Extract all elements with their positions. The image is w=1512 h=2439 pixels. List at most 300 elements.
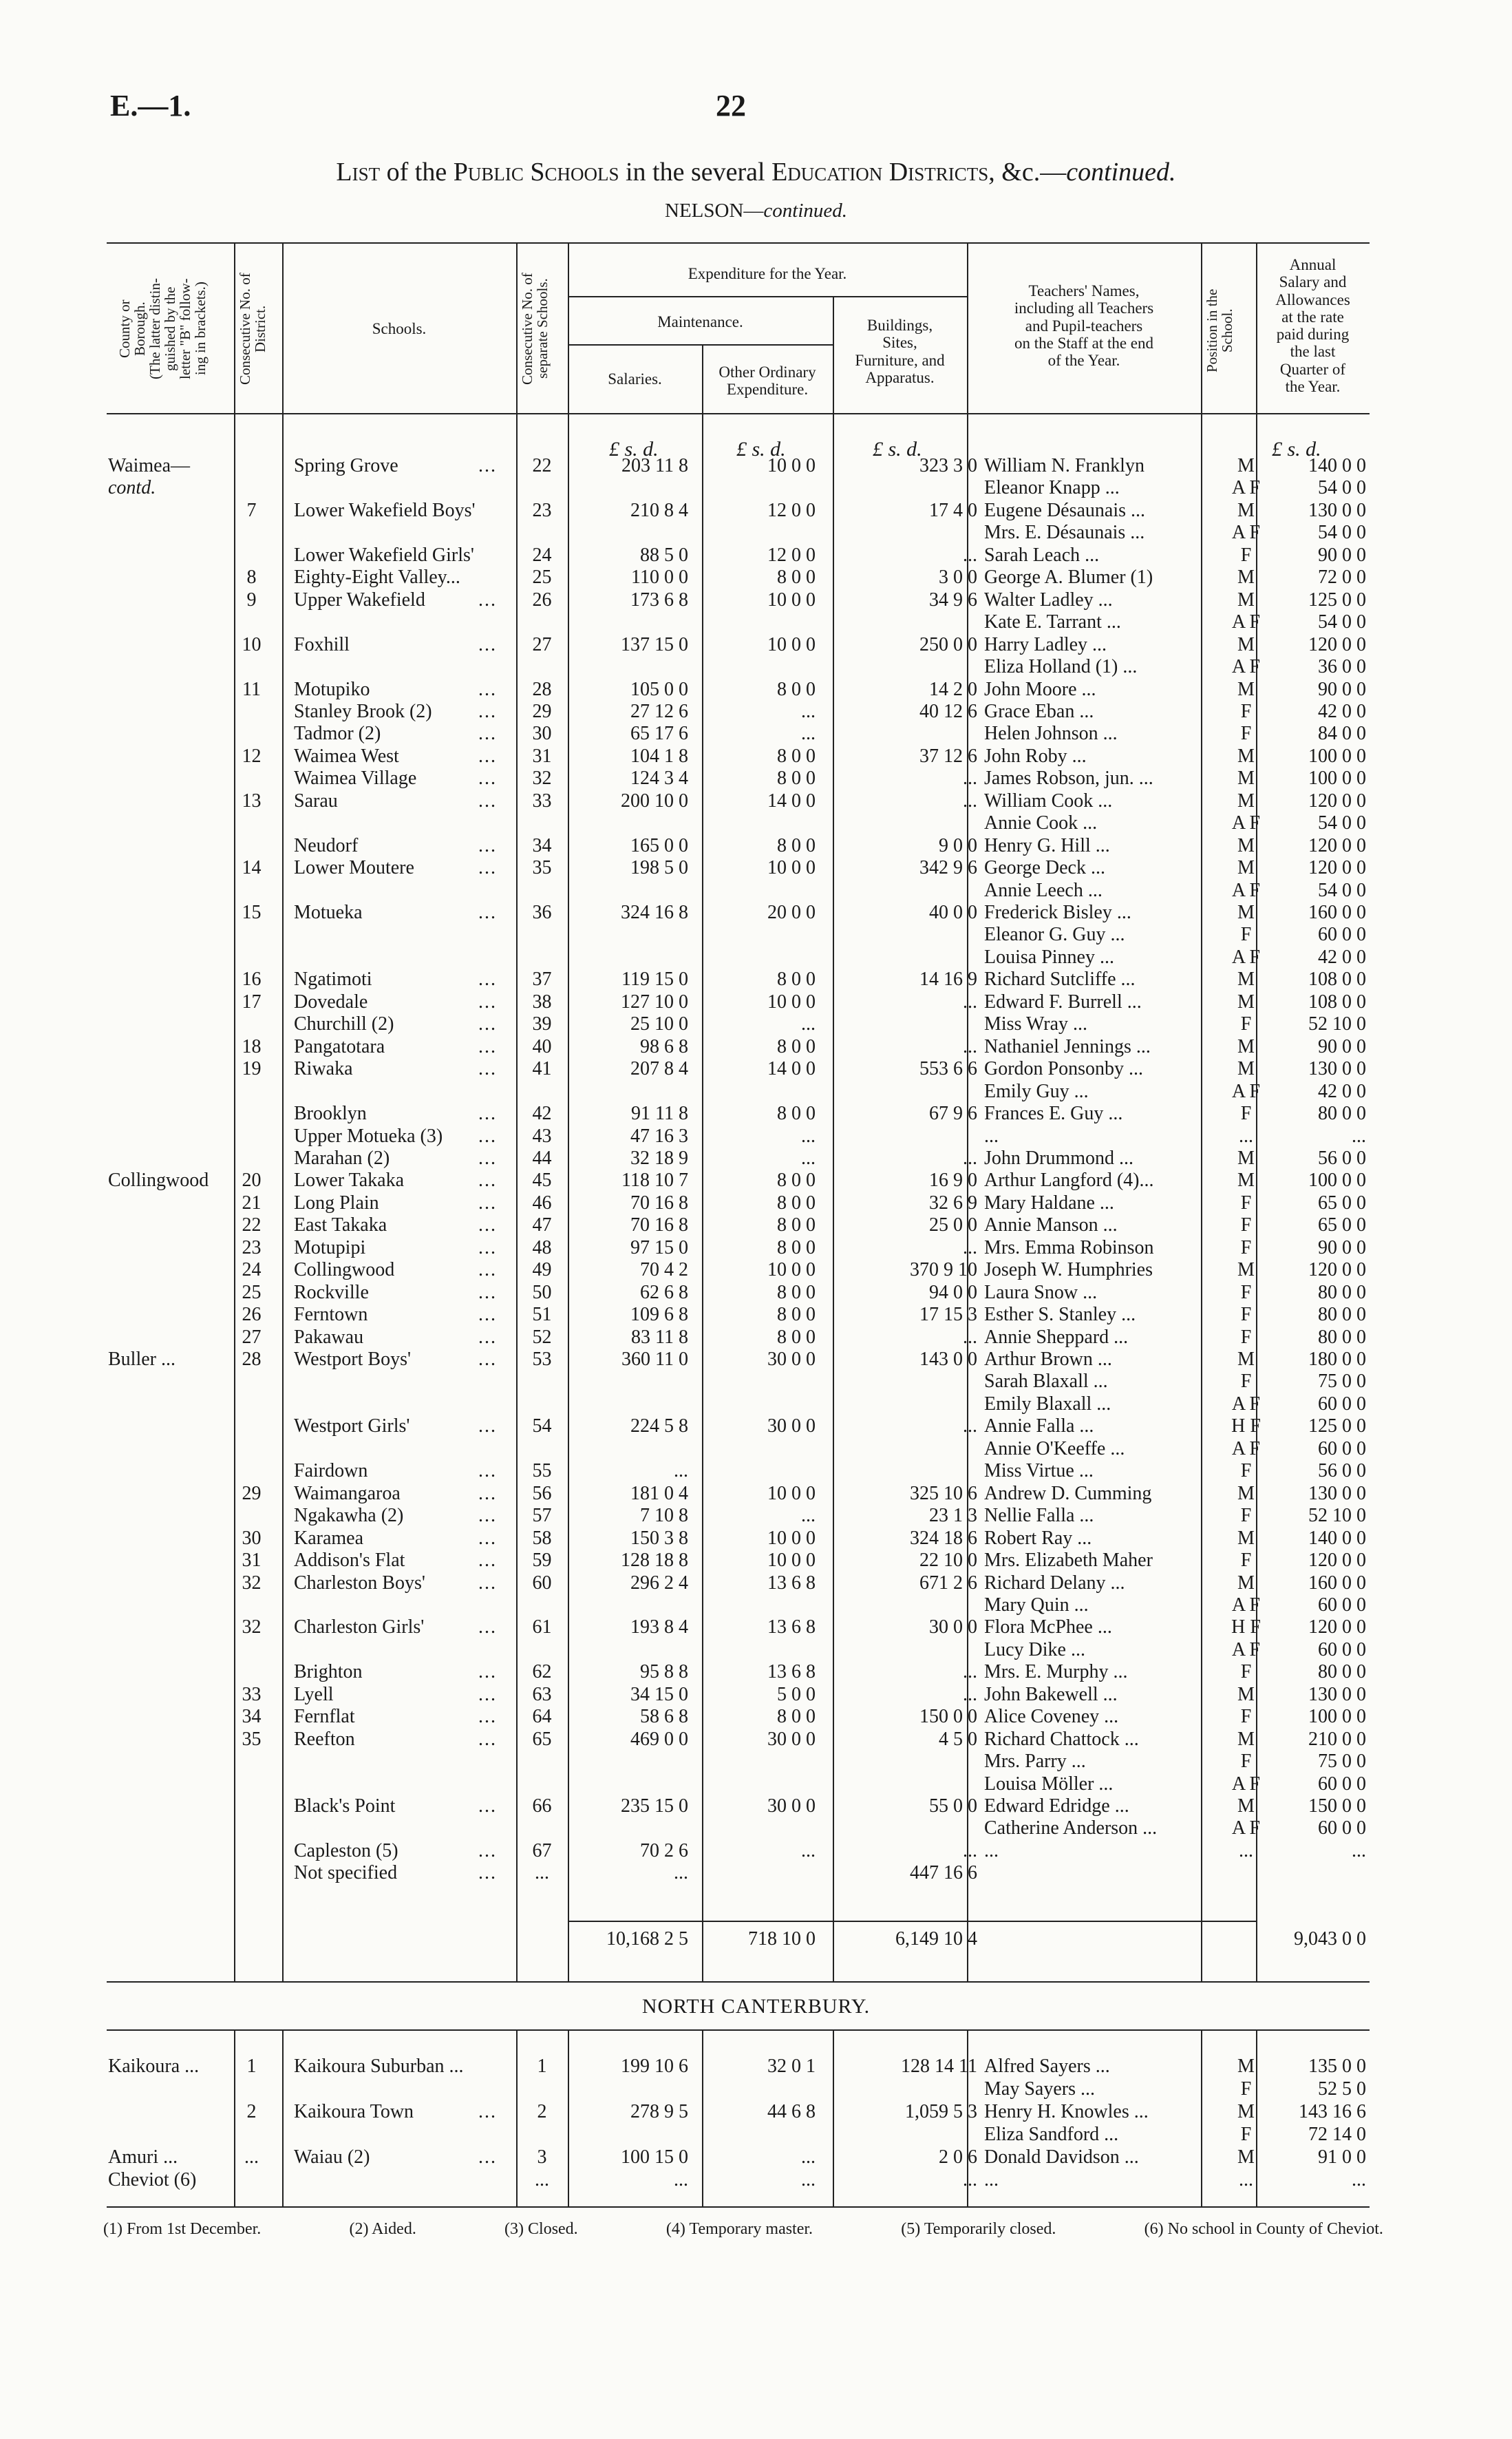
school-name-cell: Foxhill [294, 633, 350, 655]
other-expenditure-cell: ... [801, 1839, 816, 1861]
table-row [107, 1861, 1370, 1884]
school-name-cell: Churchill (2) [294, 1013, 394, 1035]
annual-salary-cell: 36 0 0 [1318, 656, 1366, 678]
school-number-cell: ... [535, 2169, 549, 2190]
teacher-name-cell: Sarah Blaxall ... [984, 1371, 1108, 1393]
school-name-cell: Charleston Boys' [294, 1572, 425, 1594]
school-name-cell: Waimea West [294, 745, 399, 767]
leader-dots: ... [478, 723, 497, 745]
district-number-cell: 24 [242, 1259, 262, 1281]
position-cell: F [1240, 723, 1252, 745]
annual-salary-cell: ... [1352, 2169, 1366, 2190]
leader-dots: ... [478, 1192, 497, 1214]
teacher-name-cell: John Bakewell ... [984, 1683, 1118, 1705]
annual-salary-cell: 130 0 0 [1308, 1058, 1366, 1080]
other-expenditure-cell: ... [801, 723, 816, 745]
salaries-cell: 235 15 0 [621, 1795, 688, 1817]
other-expenditure-cell: 8 0 0 [777, 1035, 816, 1057]
annual-salary-cell: 210 0 0 [1308, 1728, 1366, 1750]
salaries-cell: 203 11 8 [621, 455, 688, 476]
leader-dots: ... [478, 1349, 497, 1370]
position-cell: M [1237, 633, 1255, 655]
buildings-cell: 16 9 0 [929, 1170, 977, 1192]
school-number-cell: 38 [532, 991, 552, 1013]
salaries-cell: 128 18 8 [621, 1550, 688, 1572]
buildings-cell: 553 6 6 [919, 1058, 977, 1080]
school-number-cell: 46 [532, 1192, 552, 1214]
district-number-cell: 27 [242, 1326, 262, 1348]
district-number-cell: 22 [242, 1214, 262, 1236]
buildings-cell: ... [963, 2169, 977, 2190]
salaries-cell: 58 6 8 [640, 1706, 688, 1728]
position-cell: M [1237, 1527, 1255, 1549]
total-other: 718 10 0 [748, 1928, 816, 1950]
salaries-cell: 105 0 0 [630, 678, 688, 700]
school-number-cell: 23 [532, 499, 552, 521]
table-row [107, 700, 1370, 723]
position-cell: F [1240, 1214, 1252, 1236]
salaries-cell: 88 5 0 [640, 544, 688, 566]
teacher-name-cell: Joseph W. Humphries [984, 1259, 1153, 1281]
other-expenditure-cell: 14 0 0 [767, 1058, 816, 1080]
position-cell: M [1237, 1147, 1255, 1169]
table-row [107, 1594, 1370, 1616]
district-number-cell: 35 [242, 1728, 262, 1750]
annual-salary-cell: 80 0 0 [1318, 1661, 1366, 1683]
footnote: (4) Temporary master. [666, 2220, 813, 2238]
district-number-cell: 25 [242, 1281, 262, 1303]
school-number-cell: 35 [532, 857, 552, 879]
annual-salary-cell: 160 0 0 [1308, 902, 1366, 923]
salaries-cell: 296 2 4 [630, 1572, 688, 1594]
annual-salary-cell: 72 0 0 [1318, 567, 1366, 589]
position-cell: A F [1231, 522, 1261, 544]
salaries-cell: 198 5 0 [630, 857, 688, 879]
other-expenditure-cell: 8 0 0 [777, 1706, 816, 1728]
teacher-name-cell: Esther S. Stanley ... [984, 1304, 1136, 1326]
leader-dots: ... [478, 2146, 497, 2168]
buildings-cell: 342 9 6 [919, 857, 977, 879]
other-expenditure-cell: 8 0 0 [777, 1170, 816, 1192]
table-row [107, 1348, 1370, 1371]
annual-salary-cell: 54 0 0 [1318, 812, 1366, 834]
annual-salary-cell: 65 0 0 [1318, 1214, 1366, 1236]
leader-dots: ... [478, 1839, 497, 1861]
school-name-cell: Stanley Brook (2) [294, 700, 432, 722]
position-cell: A F [1231, 946, 1261, 968]
leader-dots: ... [478, 1214, 497, 1236]
table-row [107, 1169, 1370, 1192]
teacher-name-cell: Eliza Holland (1) ... [984, 656, 1138, 678]
buildings-cell: 14 2 0 [929, 678, 977, 700]
leader-dots: ... [478, 1013, 497, 1035]
teacher-name-cell: Sarah Leach ... [984, 544, 1100, 566]
other-expenditure-cell: 30 0 0 [767, 1349, 816, 1370]
other-expenditure-cell: 8 0 0 [777, 1326, 816, 1348]
buildings-cell: ... [963, 790, 977, 812]
section-title-north-canterbury: NORTH CANTERBURY. [641, 1995, 871, 2018]
teacher-name-cell: John Roby ... [984, 745, 1087, 767]
school-number-cell: 40 [532, 1035, 552, 1057]
buildings-cell: 23 1 3 [929, 1505, 977, 1527]
teacher-name-cell: Mrs. E. Désaunais ... [984, 522, 1145, 544]
position-cell: ... [1239, 1125, 1253, 1147]
position-cell: M [1237, 678, 1255, 700]
other-expenditure-cell: 8 0 0 [777, 834, 816, 856]
header-other: Other Ordinary Expenditure. [718, 363, 816, 399]
position-cell: M [1237, 589, 1255, 611]
school-number-cell: 27 [532, 633, 552, 655]
other-expenditure-cell: ... [801, 1505, 816, 1527]
teacher-name-cell: Arthur Langford (4)... [984, 1170, 1154, 1192]
salaries-cell: 199 10 6 [621, 2056, 688, 2077]
school-number-cell: 1 [537, 2056, 547, 2077]
table-row [107, 566, 1370, 589]
salaries-cell: 137 15 0 [621, 633, 688, 655]
school-number-cell: ... [535, 1862, 549, 1884]
table-row [107, 1258, 1370, 1281]
teacher-name-cell: Lucy Dike ... [984, 1638, 1085, 1660]
school-name-cell: Fairdown [294, 1460, 368, 1482]
leader-dots: ... [478, 700, 497, 722]
teacher-name-cell: Frederick Bisley ... [984, 902, 1131, 923]
school-name-cell: Upper Wakefield [294, 589, 425, 611]
school-number-cell: 28 [532, 678, 552, 700]
county-cell: Collingwood [108, 1170, 209, 1192]
school-name-cell: Waimangaroa [294, 1482, 401, 1504]
position-cell: ... [1239, 1839, 1253, 1861]
table-row [107, 544, 1370, 567]
teacher-name-cell: Annie O'Keeffe ... [984, 1437, 1125, 1459]
other-expenditure-cell: 10 0 0 [767, 991, 816, 1013]
position-cell: A F [1231, 1817, 1261, 1839]
table-row [107, 1839, 1370, 1862]
position-cell: M [1237, 1683, 1255, 1705]
teacher-name-cell: ... [984, 2169, 999, 2190]
teacher-name-cell: Annie Falla ... [984, 1415, 1094, 1437]
table-row [107, 1728, 1370, 1751]
salaries-cell: 165 0 0 [630, 834, 688, 856]
expenditure-rule [568, 296, 967, 297]
salaries-cell: 97 15 0 [630, 1236, 688, 1258]
position-cell: F [1240, 1304, 1252, 1326]
other-expenditure-cell: 8 0 0 [777, 1214, 816, 1236]
annual-salary-cell: 52 10 0 [1308, 1505, 1366, 1527]
other-expenditure-cell: 10 0 0 [767, 857, 816, 879]
leader-dots: ... [478, 1281, 497, 1303]
teacher-name-cell: Grace Eban ... [984, 700, 1094, 722]
school-name-cell: Capleston (5) [294, 1839, 398, 1861]
school-number-cell: 53 [532, 1349, 552, 1370]
buildings-cell: 143 0 0 [919, 1349, 977, 1370]
header-salaries: Salaries. [608, 370, 662, 388]
other-expenditure-cell: 8 0 0 [777, 567, 816, 589]
annual-salary-cell: 80 0 0 [1318, 1281, 1366, 1303]
teacher-name-cell: Helen Johnson ... [984, 723, 1118, 745]
school-number-cell: 3 [537, 2146, 547, 2168]
header-separate: Consecutive No. of separate Schools. [519, 273, 551, 385]
annual-salary-cell: 130 0 0 [1308, 1482, 1366, 1504]
position-cell: F [1240, 924, 1252, 946]
leader-dots: ... [478, 1326, 497, 1348]
teacher-name-cell: Henry G. Hill ... [984, 834, 1110, 856]
leader-dots: ... [478, 1683, 497, 1705]
table-bottom-rule [107, 1981, 1370, 1983]
position-cell: M [1237, 1259, 1255, 1281]
other-expenditure-cell: 10 0 0 [767, 1482, 816, 1504]
salaries-cell: 95 8 8 [640, 1661, 688, 1683]
school-number-cell: 45 [532, 1170, 552, 1192]
teacher-name-cell: Alfred Sayers ... [984, 2056, 1110, 2077]
other-expenditure-cell: 14 0 0 [767, 790, 816, 812]
position-cell: A F [1231, 1638, 1261, 1660]
leader-dots: ... [478, 1259, 497, 1281]
salaries-cell: 65 17 6 [630, 723, 688, 745]
buildings-cell: 250 0 0 [919, 633, 977, 655]
annual-salary-cell: 90 0 0 [1318, 1035, 1366, 1057]
table-row [107, 2123, 1370, 2146]
leader-dots: ... [478, 633, 497, 655]
teacher-name-cell: Gordon Ponsonby ... [984, 1058, 1144, 1080]
table-row [107, 1437, 1370, 1460]
table-row [107, 454, 1370, 477]
leader-dots: ... [478, 1572, 497, 1594]
leader-dots: ... [478, 790, 497, 812]
annual-salary-cell: 90 0 0 [1318, 544, 1366, 566]
header-maintenance: Maintenance. [657, 313, 743, 330]
header-buildings: Buildings, Sites, Furniture, and Apparatus. [855, 317, 945, 386]
buildings-cell: 2 0 6 [939, 2146, 977, 2168]
footnote: (1) From 1st December. [103, 2220, 262, 2238]
position-cell: M [1237, 455, 1255, 476]
annual-salary-cell: ... [1352, 1839, 1366, 1861]
district-number-cell: 1 [246, 2056, 257, 2077]
school-number-cell: 42 [532, 1103, 552, 1125]
position-cell: F [1240, 1371, 1252, 1393]
table-row [107, 879, 1370, 902]
teacher-name-cell: Catherine Anderson ... [984, 1817, 1158, 1839]
annual-salary-cell: 42 0 0 [1318, 946, 1366, 968]
table-row [107, 1080, 1370, 1103]
position-cell: F [1240, 1460, 1252, 1482]
table-row [107, 923, 1370, 946]
buildings-cell: 55 0 0 [929, 1795, 977, 1817]
district-number-cell: 32 [242, 1572, 262, 1594]
table-row [107, 1281, 1370, 1304]
county-cell: Waimea— [108, 455, 191, 476]
table-row [107, 1638, 1370, 1661]
school-number-cell: 31 [532, 745, 552, 767]
salaries-cell: 127 10 0 [621, 991, 688, 1013]
school-name-cell: Collingwood [294, 1259, 395, 1281]
salaries-cell: 83 11 8 [631, 1326, 688, 1348]
table-row [107, 1415, 1370, 1437]
leader-dots: ... [478, 2101, 497, 2122]
teacher-name-cell: George Deck ... [984, 857, 1105, 879]
school-name-cell: Ngatimoti [294, 969, 372, 991]
footnote: (2) Aided. [349, 2220, 416, 2238]
school-number-cell: 62 [532, 1661, 552, 1683]
position-cell: F [1240, 1661, 1252, 1683]
teacher-name-cell: Richard Sutcliffe ... [984, 969, 1136, 991]
table-row [107, 1705, 1370, 1728]
buildings-cell: 25 0 0 [929, 1214, 977, 1236]
district-number-cell: 14 [242, 857, 262, 879]
total-salaries: 10,168 2 5 [606, 1928, 688, 1950]
position-cell: A F [1231, 812, 1261, 834]
school-name-cell: Black's Point [294, 1795, 396, 1817]
school-number-cell: 2 [537, 2101, 547, 2122]
annual-salary-cell: 143 16 6 [1299, 2101, 1366, 2122]
school-name-cell: Marahan (2) [294, 1147, 390, 1169]
position-cell: F [1240, 1192, 1252, 1214]
header-schools: Schools. [372, 320, 427, 337]
salaries-cell: 207 8 4 [630, 1058, 688, 1080]
salaries-cell: 70 16 8 [630, 1192, 688, 1214]
position-cell: F [1240, 1550, 1252, 1572]
buildings-cell: ... [963, 544, 977, 566]
other-expenditure-cell: ... [801, 1147, 816, 1169]
school-name-cell: Dovedale [294, 991, 368, 1013]
district-number-cell: 29 [242, 1482, 262, 1504]
teacher-name-cell: Mary Quin ... [984, 1594, 1089, 1616]
leader-dots: ... [478, 1103, 497, 1125]
other-expenditure-cell: 8 0 0 [777, 1103, 816, 1125]
other-expenditure-cell: 10 0 0 [767, 1550, 816, 1572]
footnote: (3) Closed. [504, 2220, 578, 2238]
header-county: County or Borough. (The latter distin- guished by the letter "B" follow- ing in brackets.) [116, 278, 209, 379]
district-number-cell: 11 [242, 678, 261, 700]
table-row [107, 1370, 1370, 1393]
teacher-name-cell: Flora McPhee ... [984, 1616, 1112, 1638]
teacher-name-cell: Emily Blaxall ... [984, 1393, 1111, 1415]
annual-salary-cell: 108 0 0 [1308, 969, 1366, 991]
leader-dots: ... [478, 678, 497, 700]
school-number-cell: 39 [532, 1013, 552, 1035]
annual-salary-cell: 80 0 0 [1318, 1304, 1366, 1326]
teacher-name-cell: John Moore ... [984, 678, 1096, 700]
position-cell: M [1237, 969, 1255, 991]
salaries-cell: 324 16 8 [621, 902, 688, 923]
buildings-cell: ... [963, 768, 977, 790]
salaries-cell: 278 9 5 [630, 2101, 688, 2122]
leader-dots: ... [478, 991, 497, 1013]
teacher-name-cell: Annie Sheppard ... [984, 1326, 1129, 1348]
unit-other: £ s. d. [736, 438, 786, 461]
school-number-cell: 30 [532, 723, 552, 745]
salaries-cell: 224 5 8 [630, 1415, 688, 1437]
other-expenditure-cell: 32 0 1 [767, 2056, 816, 2077]
other-expenditure-cell: 12 0 0 [767, 544, 816, 566]
teacher-name-cell: James Robson, jun. ... [984, 768, 1153, 790]
table-row [107, 476, 1370, 499]
buildings-cell: 34 9 6 [929, 589, 977, 611]
county-cell: contd. [108, 477, 156, 499]
other-expenditure-cell: 10 0 0 [767, 1259, 816, 1281]
school-name-cell: Rockville [294, 1281, 369, 1303]
salaries-cell: 124 3 4 [630, 768, 688, 790]
annual-salary-cell: 160 0 0 [1308, 1572, 1366, 1594]
table-row [107, 1795, 1370, 1817]
buildings-cell: ... [963, 1035, 977, 1057]
position-cell: H F [1231, 1415, 1261, 1437]
school-name-cell: Upper Motueka (3) [294, 1125, 443, 1147]
buildings-cell: ... [963, 1839, 977, 1861]
school-number-cell: 47 [532, 1214, 552, 1236]
salaries-cell: 27 12 6 [630, 700, 688, 722]
teacher-name-cell: Laura Snow ... [984, 1281, 1098, 1303]
leader-dots: ... [478, 902, 497, 923]
buildings-cell: 9 0 0 [939, 834, 977, 856]
teacher-name-cell: Miss Wray ... [984, 1013, 1088, 1035]
annual-salary-cell: 60 0 0 [1318, 924, 1366, 946]
other-expenditure-cell: 13 6 8 [767, 1572, 816, 1594]
buildings-cell: 37 12 6 [919, 745, 977, 767]
other-expenditure-cell: 13 6 8 [767, 1661, 816, 1683]
buildings-cell: 447 16 6 [910, 1862, 977, 1884]
annual-salary-cell: 180 0 0 [1308, 1349, 1366, 1370]
leader-dots: ... [478, 1125, 497, 1147]
teacher-name-cell: Richard Chattock ... [984, 1728, 1139, 1750]
buildings-cell: 150 0 0 [919, 1706, 977, 1728]
school-name-cell: Lower Moutere [294, 857, 414, 879]
leader-dots: ... [478, 1482, 497, 1504]
salaries-cell: 193 8 4 [630, 1616, 688, 1638]
leader-dots: ... [478, 745, 497, 767]
school-name-cell: Lower Wakefield Boys' [294, 499, 476, 521]
salaries-cell: 98 6 8 [640, 1035, 688, 1057]
leader-dots: ... [478, 1505, 497, 1527]
buildings-cell: 40 0 0 [929, 902, 977, 923]
school-number-cell: 50 [532, 1281, 552, 1303]
leader-dots: ... [478, 969, 497, 991]
table-row [107, 1102, 1370, 1125]
school-number-cell: 37 [532, 969, 552, 991]
table-row [107, 991, 1370, 1013]
school-number-cell: 59 [532, 1550, 552, 1572]
buildings-cell: 14 16 9 [919, 969, 977, 991]
position-cell: A F [1231, 477, 1261, 499]
position-cell: A F [1231, 879, 1261, 901]
county-cell: Buller ... [108, 1349, 175, 1370]
district-number-cell: 12 [242, 745, 262, 767]
other-expenditure-cell: 10 0 0 [767, 589, 816, 611]
salaries-cell: 62 6 8 [640, 1281, 688, 1303]
position-cell: F [1240, 2078, 1252, 2100]
school-name-cell: Riwaka [294, 1058, 353, 1080]
annual-salary-cell: 54 0 0 [1318, 522, 1366, 544]
school-name-cell: Brooklyn [294, 1103, 367, 1125]
teacher-name-cell: Mrs. Emma Robinson [984, 1236, 1154, 1258]
teacher-name-cell: Annie Manson ... [984, 1214, 1118, 1236]
position-cell: F [1240, 1706, 1252, 1728]
position-cell: M [1237, 1572, 1255, 1594]
school-name-cell: Motueka [294, 902, 363, 923]
table-row [107, 2168, 1370, 2191]
buildings-cell: ... [963, 1661, 977, 1683]
page-subtitle: NELSON—continued. [665, 200, 847, 222]
salaries-cell: 70 2 6 [640, 1839, 688, 1861]
school-name-cell: Charleston Girls' [294, 1616, 425, 1638]
buildings-cell: 325 10 6 [910, 1482, 977, 1504]
annual-salary-cell: 42 0 0 [1318, 700, 1366, 722]
school-number-cell: 67 [532, 1839, 552, 1861]
school-name-cell: Reefton [294, 1728, 355, 1750]
total-annual: 9,043 0 0 [1294, 1928, 1366, 1950]
other-expenditure-cell: 8 0 0 [777, 1304, 816, 1326]
teacher-name-cell: Eugene Désaunais ... [984, 499, 1146, 521]
school-number-cell: 41 [532, 1058, 552, 1080]
